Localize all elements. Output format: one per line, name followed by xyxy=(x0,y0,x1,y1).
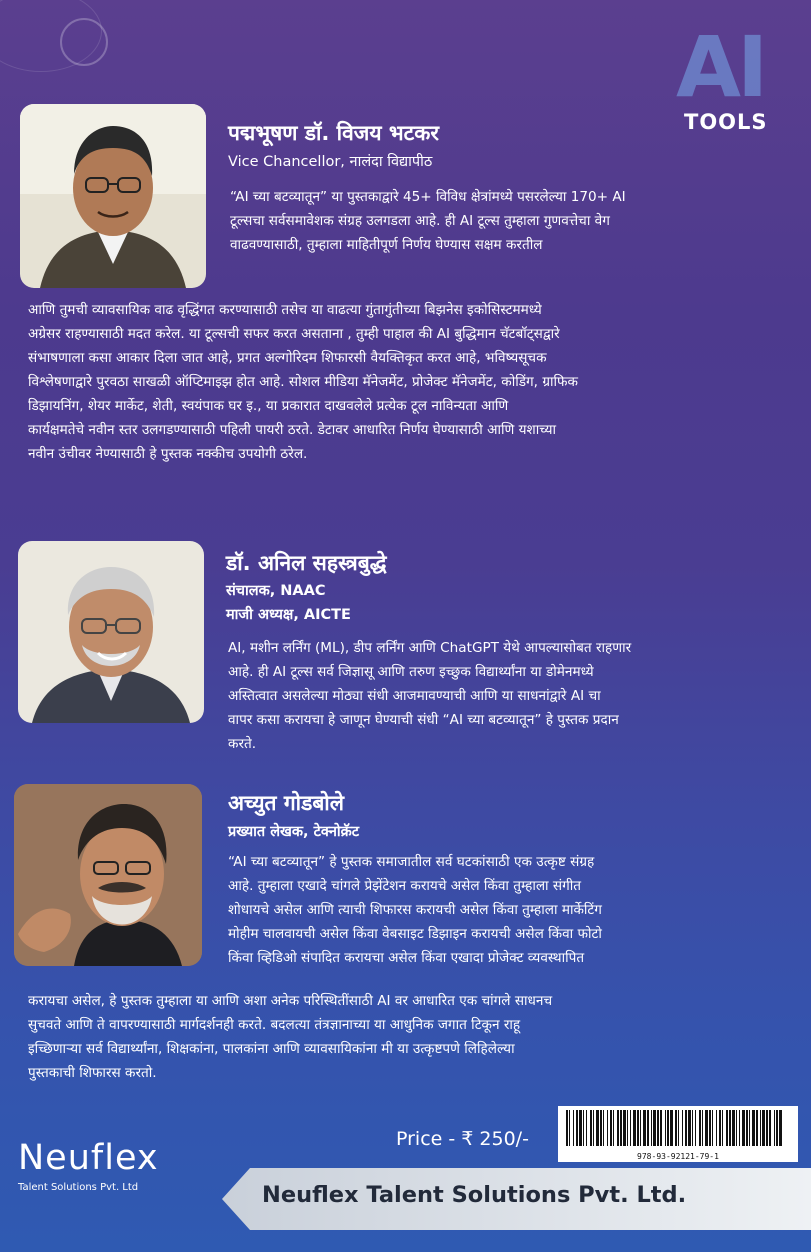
barcode-bar xyxy=(586,1110,587,1146)
barcode-bar xyxy=(695,1110,696,1146)
barcode-bar xyxy=(766,1110,768,1146)
text-line: किंवा व्हिडिओ संपादित करायचा असेल किंवा एखादा प्रोजेक्ट व्यवस्थापित xyxy=(228,950,585,966)
barcode-bar xyxy=(682,1110,683,1146)
barcode-bar xyxy=(573,1110,574,1146)
barcode-bar xyxy=(719,1110,721,1146)
text-line: AI, मशीन लर्निंग (ML), डीप लर्निंग आणि ChatGPT येथे आपल्यासोबत राहणार xyxy=(228,640,632,656)
text-line: करायचा असेल, हे पुस्तक तुम्हाला या आणि अशा अनेक परिस्थितींसाठी AI वर आधारित एक चांगले साधनच xyxy=(28,993,553,1009)
barcode-bar xyxy=(762,1110,765,1146)
text-line: आहे. तुम्हाला एखादे चांगले प्रेझेंटेशन करायचे असेल किंवा तुम्हाला संगीत xyxy=(228,878,582,894)
text-line: नवीन उंचीवर नेण्यासाठी हे पुस्तक नक्कीच उपयोगी ठरेल. xyxy=(28,446,308,462)
endorser-role-1: Vice Chancellor, नालंदा विद्यापीठ xyxy=(228,154,433,170)
barcode-bar xyxy=(633,1110,636,1146)
text-line: कार्यक्षमतेचे नवीन स्तर उलगडण्यासाठी पहिली पायरी ठरते. डेटावर आधारित निर्णय घेण्यासाठी आणि यशाच्या xyxy=(28,422,557,438)
barcode-bar xyxy=(749,1110,750,1146)
text-line: वापर कसा करायचा हे जाणून घेण्याची संधी “AI च्या बटव्यातून” हे पुस्तक प्रदान xyxy=(228,712,619,728)
barcode-bar xyxy=(779,1110,782,1146)
barcode-bar xyxy=(600,1110,602,1146)
text-line: “AI च्या बटव्यातून” हे पुस्तक समाजातील सर्व घटकांसाठी एक उत्कृष्ट संग्रह xyxy=(228,854,595,870)
barcode-bar xyxy=(647,1110,649,1146)
text-line: “AI च्या बटव्यातून” या पुस्तकाद्वारे 45+ विविध क्षेत्रांमध्ये पसरलेल्या 170+ AI xyxy=(230,189,626,205)
endorsement-text-3-continued xyxy=(28,989,788,1085)
barcode-bar xyxy=(637,1110,639,1146)
endorsement-text-2 xyxy=(228,636,788,756)
endorsement-text-1 xyxy=(230,185,790,257)
publisher-logo-subtitle: Talent Solutions Pvt. Ltd xyxy=(18,1182,139,1193)
barcode-bar xyxy=(665,1110,666,1146)
text-line: आहे. ही AI टूल्स सर्व जिज्ञासू आणि तरुण इच्छुक विद्यार्थ्यांना या डोमेनमध्ये xyxy=(228,664,594,680)
barcode-bar xyxy=(675,1110,677,1146)
barcode-bar xyxy=(739,1110,740,1146)
endorser-name-1: पद्मभूषण डॉ. विजय भटकर xyxy=(228,121,439,145)
endorser-name-3: अच्युत गोडबोले xyxy=(228,791,344,815)
barcode-bar xyxy=(610,1110,612,1146)
barcode-bar xyxy=(760,1110,761,1146)
text-line: अग्रेसर राहण्यासाठी मदत करेल. या टूल्सची सफर करत असताना , तुम्ही पाहाल की AI बुद्धिमान चॅटबॉट्सद्वारे xyxy=(28,326,560,342)
text-line: संभाषणाला कसा आकार दिला जात आहे, प्रगत अल्गोरिदम शिफारसी वैयक्तिकृत करत आहे, भविष्यसूचक xyxy=(28,350,547,366)
barcode-bar xyxy=(569,1110,570,1146)
barcode-bar xyxy=(678,1110,679,1146)
barcode-bar xyxy=(627,1110,628,1146)
barcode-bar xyxy=(576,1110,578,1146)
barcode-bar xyxy=(685,1110,687,1146)
barcode-bar xyxy=(653,1110,656,1146)
barcode-bar xyxy=(769,1110,771,1146)
endorser-role-2b: माजी अध्यक्ष, AICTE xyxy=(226,607,351,623)
text-line: इच्छिणाऱ्या सर्व विद्यार्थ्यांना, शिक्षकांना, पालकांना आणि व्यावसायिकांना मी या उत्कृष्टपणे लिहिलेल्या xyxy=(28,1041,515,1057)
ai-logo-label: TOOLS xyxy=(684,110,768,134)
barcode-bar xyxy=(705,1110,708,1146)
barcode-bar xyxy=(623,1110,626,1146)
text-line: आणि तुमची व्यावसायिक वाढ वृद्धिंगत करण्यासाठी तसेच या वाढत्या गुंतागुंतीच्या बिझनेस इकोसिस्टममध्ये xyxy=(28,302,542,318)
barcode-bar xyxy=(583,1110,584,1146)
barcode-bar xyxy=(752,1110,755,1146)
text-line: सुचवते आणि ते वापरण्यासाठी मार्गदर्शनही करते. बदलत्या तंत्रज्ञानाच्या या आधुनिक जगात टिकून राहू xyxy=(28,1017,521,1033)
price-label: Price - ₹ 250/- xyxy=(396,1128,529,1150)
barcode-bar xyxy=(742,1110,745,1146)
barcode-bars xyxy=(558,1106,798,1150)
text-line: पुस्तकाची शिफारस करतो. xyxy=(28,1065,157,1081)
text-line: वाढवण्यासाठी, तुम्हाला माहितीपूर्ण निर्णय घेण्यास सक्षम करतील xyxy=(230,237,543,253)
barcode-bar xyxy=(709,1110,711,1146)
barcode-bar xyxy=(596,1110,599,1146)
barcode-bar xyxy=(640,1110,641,1146)
ai-tools-logo xyxy=(676,18,788,140)
barcode-bar xyxy=(667,1110,669,1146)
endorser-name-2: डॉ. अनिल सहस्त्रबुद्धे xyxy=(226,551,387,575)
endorsement-text-1-continued xyxy=(28,298,788,466)
text-line: विश्लेषणाद्वारे पुरवठा साखळी ऑप्टिमाइझ होत आहे. सोशल मीडिया मॅनेजमेंट, प्रोजेक्ट मॅनेजमेंट, कोडिंग, ग्राफिक xyxy=(28,374,578,390)
barcode-bar xyxy=(651,1110,652,1146)
publisher-logo xyxy=(18,1138,188,1218)
isbn-barcode xyxy=(558,1106,798,1162)
text-line: करते. xyxy=(228,736,257,752)
barcode-bar xyxy=(593,1110,594,1146)
barcode-bar xyxy=(643,1110,646,1146)
endorser-role-2a: संचालक, NAAC xyxy=(226,583,326,599)
barcode-bar xyxy=(732,1110,735,1146)
text-line: डिझायनिंग, शेयर मार्केट, शेती, स्वयंपाक घर इ., या प्रकारात दाखवलेले प्रत्येक टूल नाविन्यता आणि xyxy=(28,398,509,414)
barcode-bar xyxy=(630,1110,631,1146)
barcode-bar xyxy=(699,1110,701,1146)
barcode-bar xyxy=(736,1110,737,1146)
barcode-bar xyxy=(746,1110,748,1146)
barcode-bar xyxy=(603,1110,604,1146)
barcode-bar xyxy=(776,1110,778,1146)
endorsement-text-3 xyxy=(228,850,788,970)
portrait-photo-1 xyxy=(20,104,206,288)
ai-logo-letters: AI xyxy=(676,18,765,116)
barcode-bar xyxy=(607,1110,608,1146)
barcode-bar xyxy=(692,1110,693,1146)
text-line: शोधायचे असेल आणि त्याची शिफारस करायची असेल किंवा तुम्हाला मार्केटिंग xyxy=(228,902,602,918)
text-line: मोहीम चालवायची असेल किंवा वेबसाइट डिझाइन करायची असेल किंवा फोटो xyxy=(228,926,602,942)
barcode-bar xyxy=(722,1110,723,1146)
barcode-bar xyxy=(726,1110,728,1146)
barcode-bar xyxy=(590,1110,592,1146)
barcode-bar xyxy=(716,1110,717,1146)
barcode-bar xyxy=(620,1110,622,1146)
barcode-bar xyxy=(702,1110,703,1146)
isbn-number: 978-93-92121-79-1 xyxy=(637,1152,719,1161)
endorser-role-3: प्रख्यात लेखक, टेक्नोक्रॅट xyxy=(228,824,360,840)
barcode-bar xyxy=(756,1110,758,1146)
barcode-bar xyxy=(774,1110,775,1146)
barcode-bar xyxy=(579,1110,582,1146)
portrait-photo-2 xyxy=(18,541,204,723)
portrait-photo-3 xyxy=(14,784,202,966)
text-line: अस्तित्वात असलेल्या मोठ्या संधी आजमावण्याची आणि या साधनांद्वारे AI चा xyxy=(228,688,601,704)
publisher-banner xyxy=(222,1168,811,1230)
barcode-bar xyxy=(712,1110,713,1146)
barcode-bar xyxy=(688,1110,691,1146)
barcode-bar xyxy=(617,1110,619,1146)
barcode-bar xyxy=(613,1110,614,1146)
barcode-bar xyxy=(657,1110,659,1146)
barcode-bar xyxy=(729,1110,731,1146)
barcode-bar xyxy=(566,1110,568,1146)
publisher-banner-text: Neuflex Talent Solutions Pvt. Ltd. xyxy=(262,1182,687,1208)
text-line: टूल्सचा सर्वसमावेशक संग्रह उलगडला आहे. ही AI टूल्स तुम्हाला गुणवत्तेचा वेग xyxy=(230,213,610,229)
background-circle xyxy=(60,18,108,66)
barcode-bar xyxy=(670,1110,673,1146)
publisher-logo-name: Neuflex xyxy=(18,1138,159,1178)
barcode-bar xyxy=(660,1110,662,1146)
